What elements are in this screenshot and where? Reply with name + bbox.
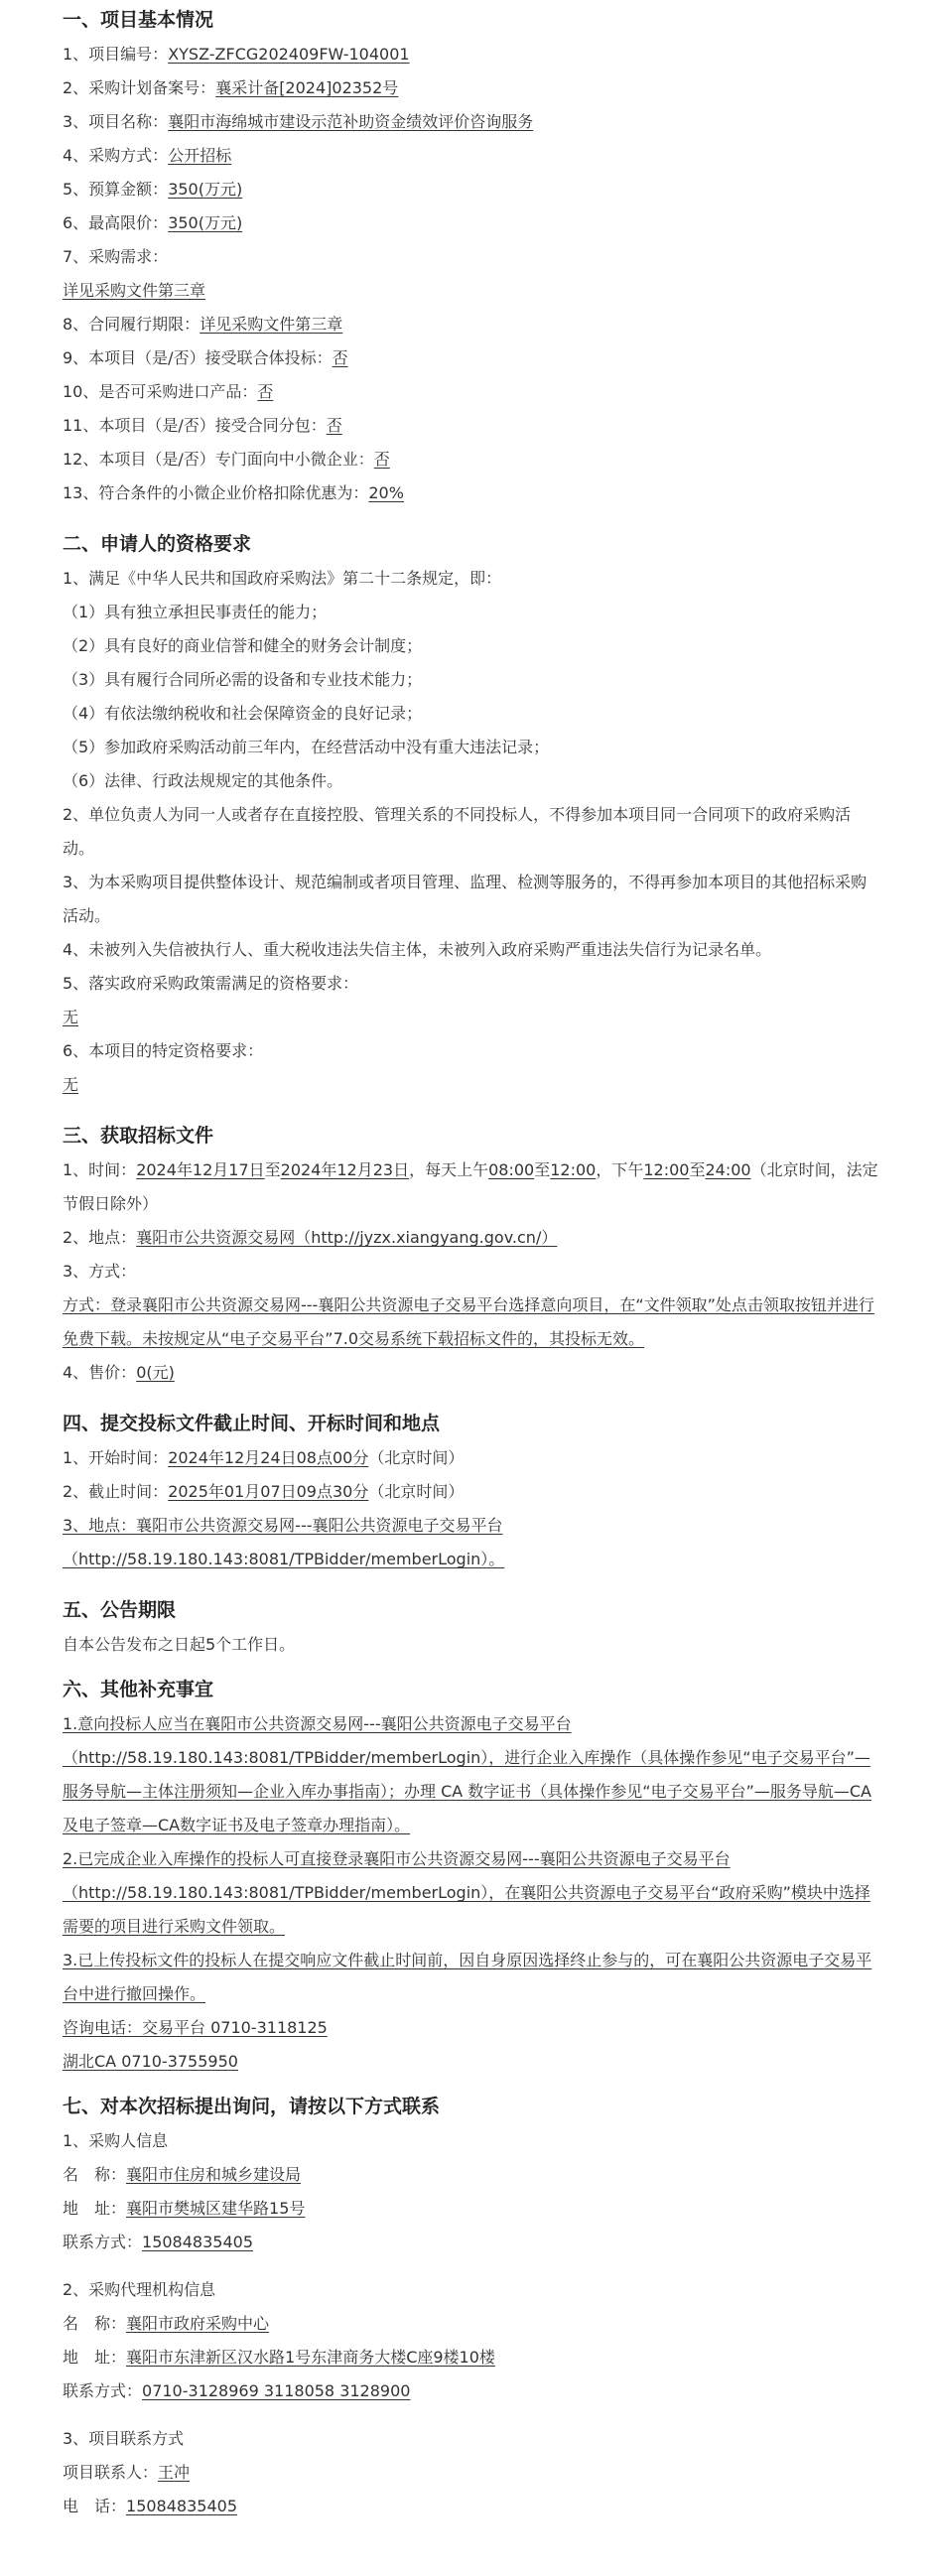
- item-price-deduction: 13、符合条件的小微企业价格扣除优惠为：20%: [63, 483, 404, 502]
- section-4-title: 四、提交投标文件截止时间、开标时间和地点: [63, 1413, 441, 1434]
- supplement-3: 3.已上传投标文件的投标人在提交响应文件截止时间前，因自身原因选择终止参与的，可在襄阳公共资源电子交易平台中进行撤回操作。: [63, 1951, 872, 2003]
- section-2-title: 二、申请人的资格要求: [63, 533, 252, 555]
- subcontract-value: 否: [326, 416, 342, 435]
- qualification-1-sub-3: （3）具有履行合同所必需的设备和专业技术能力；: [63, 670, 423, 689]
- section-5-title: 五、公告期限: [63, 1599, 177, 1621]
- contract-period-value: 详见采购文件第三章: [200, 315, 343, 334]
- plan-record-number-value: 襄采计备[2024]02352号: [215, 78, 399, 97]
- project-contact-person: 项目联系人：王冲: [63, 2463, 191, 2482]
- obtain-method-label: 3、方式：: [63, 1262, 137, 1281]
- buyer-heading: 1、采购人信息: [63, 2131, 169, 2150]
- qualification-6-value: 无: [63, 1075, 79, 1094]
- bid-deadline: 2、截止时间：2025年01月07日09点30分（北京时间）: [63, 1482, 465, 1501]
- buyer-address: 地 址：襄阳市樊城区建华路15号: [63, 2199, 306, 2218]
- sme-only-value: 否: [373, 450, 390, 469]
- item-contract-period: 8、合同履行期限：详见采购文件第三章: [63, 315, 343, 334]
- item-max-price: 6、最高限价：350(万元): [63, 213, 243, 232]
- qualification-1-sub-5: （5）参加政府采购活动前三年内，在经营活动中没有重大违法记录；: [63, 738, 550, 756]
- obtain-time: 1、时间：2024年12月17日至2024年12月23日，每天上午08:00至12:00，下午12:00至24:00（北京时间，法定节假日除外）: [63, 1160, 878, 1213]
- supplement-1: 1.意向投标人应当在襄阳市公共资源交易网---襄阳公共资源电子交易平台（http://58.19.180.143:8081/TPBidder/memberLogin），进行企业入库操作（具体操作参见“电子交易平台”—服务导航—主体注册须知—企业入库办事指南）；办理 CA 数字证书（具体操作参见“电子交易平台”—服务导航—CA 及电子签章—CA数字证书及电子签章办理指南）。: [63, 1714, 871, 1834]
- qualification-5: 5、落实政府采购政策需满足的资格要求：: [63, 974, 359, 993]
- qualification-1-sub-2: （2）具有良好的商业信誉和健全的财务会计制度；: [63, 636, 423, 655]
- qualification-5-value: 无: [63, 1008, 79, 1026]
- item-project-name: 3、项目名称：襄阳市海绵城市建设示范补助资金绩效评价咨询服务: [63, 112, 534, 131]
- item-procurement-method: 4、采购方式：公开招标: [63, 146, 232, 165]
- buyer-contact: 联系方式：15084835405: [63, 2233, 253, 2251]
- price-deduction-value: 20%: [368, 483, 404, 502]
- obtain-method: 方式：登录襄阳市公共资源交易网---襄阳公共资源电子交易平台选择意向项目，在“文件领取”处点击领取按钮并进行免费下载。未按规定从“电子交易平台”7.0交易系统下载招标文件的，其投标无效。: [63, 1295, 874, 1348]
- item-sme-only: 12、本项目（是/否）专门面向中小微企业：否: [63, 450, 390, 469]
- notice-period: 自本公告发布之日起5个工作日。: [63, 1635, 296, 1654]
- qualification-6: 6、本项目的特定资格要求：: [63, 1041, 264, 1060]
- consult-phone-platform: 咨询电话：交易平台 0710-3118125: [63, 2018, 328, 2037]
- bid-start-time: 1、开始时间：2024年12月24日08点00分（北京时间）: [63, 1448, 465, 1467]
- max-price-value: 350(万元): [168, 213, 243, 232]
- obtain-place: 2、地点：襄阳市公共资源交易网（http://jyzx.xiangyang.gov.cn/）: [63, 1228, 558, 1247]
- agency-address: 地 址：襄阳市东津新区汉水路1号东津商务大楼C座9楼10楼: [63, 2348, 495, 2367]
- section-1-list: [63, 38, 879, 510]
- item-plan-record-number: 2、采购计划备案号：襄采计备[2024]02352号: [63, 78, 399, 97]
- qualification-3: 3、为本采购项目提供整体设计、规范编制或者项目管理、监理、检测等服务的，不得再参加本项目的其他招标采购活动。: [63, 873, 867, 925]
- section-7-title: 七、对本次招标提出询问，请按以下方式联系: [63, 2096, 441, 2117]
- requirements-value: 详见采购文件第三章: [63, 281, 206, 300]
- item-subcontract: 11、本项目（是/否）接受合同分包：否: [63, 416, 342, 435]
- budget-value: 350(万元): [168, 180, 243, 199]
- item-requirements-detail: [63, 274, 879, 308]
- section-1-title: 一、项目基本情况: [63, 9, 214, 31]
- section-3-title: 三、获取招标文件: [63, 1125, 214, 1147]
- item-imported-products: 10、是否可采购进口产品：否: [63, 382, 274, 401]
- qualification-1: 1、满足《中华人民共和国政府采购法》第二十二条规定，即：: [63, 569, 502, 588]
- agency-contact: 联系方式：0710-3128969 3118058 3128900: [63, 2381, 411, 2400]
- item-budget: 5、预算金额：350(万元): [63, 180, 243, 199]
- imported-products-value: 否: [257, 382, 274, 401]
- agency-heading: 2、采购代理机构信息: [63, 2280, 216, 2299]
- qualification-1-sub-6: （6）法律、行政法规规定的其他条件。: [63, 771, 343, 790]
- qualification-1-sub-1: （1）具有独立承担民事责任的能力；: [63, 603, 328, 621]
- bid-place: 3、地点：襄阳市公共资源交易网---襄阳公共资源电子交易平台（http://58.19.180.143:8081/TPBidder/memberLogin）。: [63, 1516, 505, 1568]
- qualification-1-sub-4: （4）有依法缴纳税收和社会保障资金的良好记录；: [63, 704, 423, 723]
- agency-name: 名 称：襄阳市政府采购中心: [63, 2314, 270, 2333]
- project-number-value: XYSZ-ZFCG202409FW-104001: [168, 45, 410, 64]
- obtain-place-link[interactable]: 襄阳市公共资源交易网（http://jyzx.xiangyang.gov.cn/）: [136, 1228, 558, 1247]
- consult-phone-ca: 湖北CA 0710-3755950: [63, 2052, 238, 2071]
- supplement-2: 2.已完成企业入库操作的投标人可直接登录襄阳市公共资源交易网---襄阳公共资源电子交易平台（http://58.19.180.143:8081/TPBidder/memberLogin），在襄阳公共资源电子交易平台“政府采购”模块中选择需要的项目进行采购文件领取。: [63, 1849, 870, 1936]
- item-consortium: 9、本项目（是/否）接受联合体投标：否: [63, 348, 348, 367]
- buyer-name: 名 称：襄阳市住房和城乡建设局: [63, 2165, 302, 2184]
- project-contact-heading: 3、项目联系方式: [63, 2429, 185, 2448]
- item-requirements: 7、采购需求：: [63, 247, 169, 266]
- consortium-value: 否: [332, 348, 348, 367]
- section-6-title: 六、其他补充事宜: [63, 1679, 214, 1700]
- project-name-value: 襄阳市海绵城市建设示范补助资金绩效评价咨询服务: [168, 112, 534, 131]
- qualification-2: 2、单位负责人为同一人或者存在直接控股、管理关系的不同投标人，不得参加本项目同一合同项下的政府采购活动。: [63, 805, 852, 858]
- procurement-method-value: 公开招标: [168, 146, 232, 165]
- qualification-4: 4、未被列入失信被执行人、重大税收违法失信主体，未被列入政府采购严重违法失信行为记录名单。: [63, 940, 772, 959]
- project-contact-phone: 电 话：15084835405: [63, 2497, 237, 2515]
- obtain-price: 4、售价：0(元): [63, 1363, 175, 1382]
- item-project-number: 1、项目编号：XYSZ-ZFCG202409FW-104001: [63, 45, 410, 64]
